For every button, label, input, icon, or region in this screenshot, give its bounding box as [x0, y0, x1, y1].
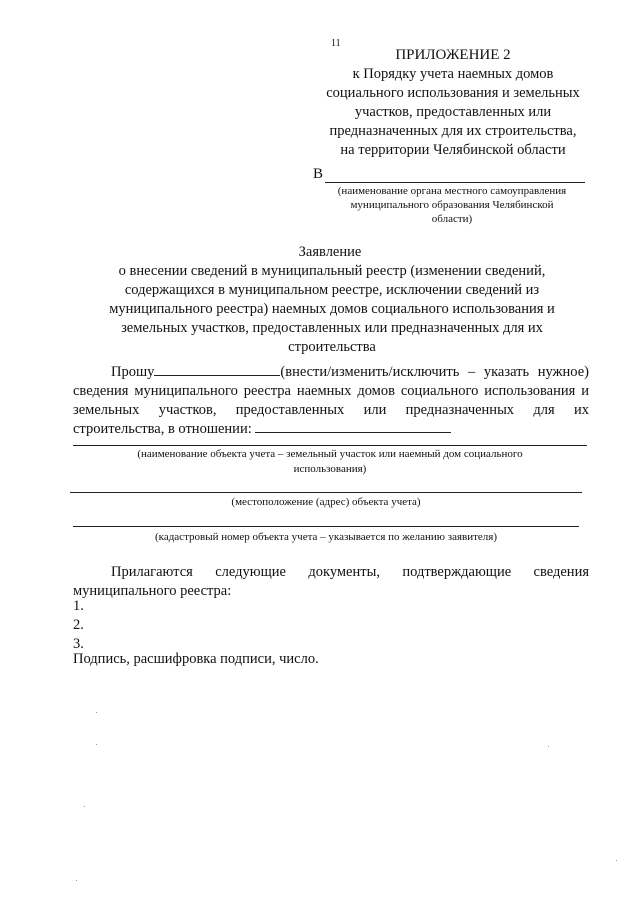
- list-item: 3.: [73, 636, 84, 652]
- description-line: земельных участков, предоставленных или предназначенных для их: [121, 320, 543, 336]
- page-number: 11: [331, 38, 341, 49]
- request-subject-blank[interactable]: [255, 420, 451, 433]
- request-action-blank[interactable]: [154, 363, 280, 376]
- request-paragraph: [73, 363, 589, 439]
- attachments-paragraph: Прилагаются следующие документы, подтверждающие сведения муниципального реестра:: [73, 564, 589, 599]
- appendix-header: [300, 46, 606, 160]
- signature-line: Подпись, расшифровка подписи, число.: [73, 651, 319, 667]
- request-word: Прошу: [111, 364, 155, 380]
- statement-description: [92, 262, 572, 357]
- scan-speck: [96, 712, 97, 713]
- cadastral-caption: (кадастровый номер объекта учета – указывается по желанию заявителя): [154, 531, 498, 543]
- addressee-caption: [312, 184, 592, 226]
- appendix-line: социального использования и земельных: [326, 85, 580, 101]
- caption-line: использования): [293, 463, 367, 475]
- addressee-field[interactable]: [313, 166, 585, 186]
- scan-speck: [84, 806, 85, 807]
- addressee-prefix: В: [313, 166, 324, 182]
- location-line[interactable]: [70, 492, 582, 493]
- description-line: содержащихся в муниципальном реестре, исключении сведений из: [124, 282, 540, 298]
- scan-speck: [96, 744, 97, 745]
- caption-line: (наименование органа местного самоуправления: [337, 185, 567, 197]
- statement-title: Заявление: [298, 244, 362, 260]
- appendix-line: предназначенных для их строительства,: [329, 123, 577, 139]
- caption-line: (наименование объекта учета – земельный участок или наемный дом социального: [137, 448, 523, 460]
- description-line: муниципального реестра) наемных домов социального использования и: [109, 301, 555, 317]
- scan-speck: [548, 746, 549, 747]
- location-caption: (местоположение (адрес) объекта учета): [231, 496, 421, 508]
- addressee-blank[interactable]: [325, 182, 585, 183]
- appendix-line: участков, предоставленных или: [354, 104, 552, 120]
- cadastral-line[interactable]: [73, 526, 579, 527]
- scan-speck: [76, 880, 77, 881]
- object-name-line[interactable]: [73, 445, 587, 446]
- object-name-caption: [73, 447, 587, 477]
- description-line: о внесении сведений в муниципальный реестр (изменении сведений,: [118, 263, 546, 279]
- caption-line: муниципального образования Челябинской: [350, 199, 554, 211]
- attachments-list: [73, 597, 84, 654]
- request-text: (внести/изменить/исключить – указать нужное) сведения муниципального реестра наемных домов социального использования и земельных участков, предоставленных или предназначенных для их строительства, в отношении:: [73, 364, 589, 437]
- description-line: строительства: [288, 339, 376, 355]
- list-item: 2.: [73, 617, 84, 633]
- appendix-line: на территории Челябинской области: [340, 142, 566, 158]
- appendix-line: к Порядку учета наемных домов: [352, 66, 554, 82]
- caption-line: области): [431, 213, 473, 225]
- list-item: 1.: [73, 598, 84, 614]
- scan-speck: [616, 860, 617, 861]
- appendix-title: ПРИЛОЖЕНИЕ 2: [395, 47, 511, 63]
